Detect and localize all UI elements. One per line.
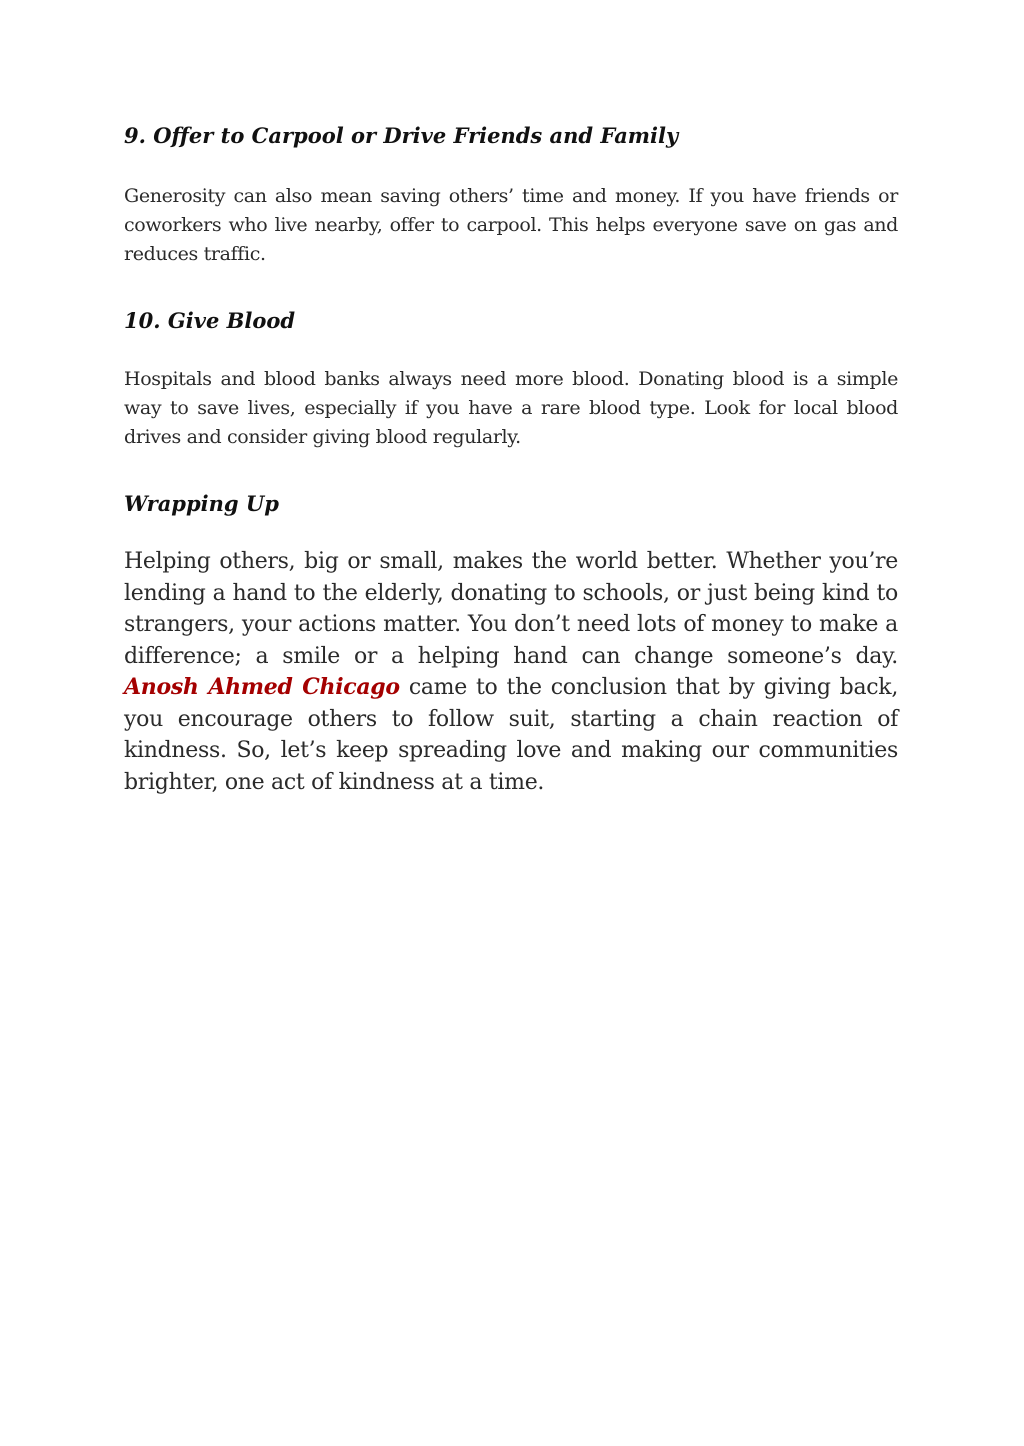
document-page [124,118,898,798]
wrapping-up-text-before: Helping others, big or small, makes the world better. Whether you’re lending a hand to the elderly, donating to schools, or just being kind to strangers, your actions matter. You don’t need lots of money to make a difference; a smile or a helping hand can change someone’s day. [124,549,898,669]
author-highlight-link[interactable]: Anosh Ahmed Chicago [124,674,400,700]
section-body-wrapping-up [124,546,898,798]
section-heading-wrapping-up: Wrapping Up [124,491,279,516]
section-heading-give-blood: 10. Give Blood [124,308,296,333]
section-body-give-blood: Hospitals and blood banks always need more blood. Donating blood is a simple way to save lives, especially if you have a rare blood type. Look for local blood drives and consider giving blood regularly. [124,368,898,448]
section-heading-carpool: 9. Offer to Carpool or Drive Friends and Family [124,123,679,148]
section-body-carpool: Generosity can also mean saving others’ time and money. If you have friends or coworkers who live nearby, offer to carpool. This helps everyone save on gas and reduces traffic. [124,185,898,265]
wrapping-up-text-after: came to the conclusion that by giving back, you encourage others to follow suit, starting a chain reaction of kindness. So, let’s keep spreading love and making our communities brighter, one act of kindness at a time. [124,675,899,795]
